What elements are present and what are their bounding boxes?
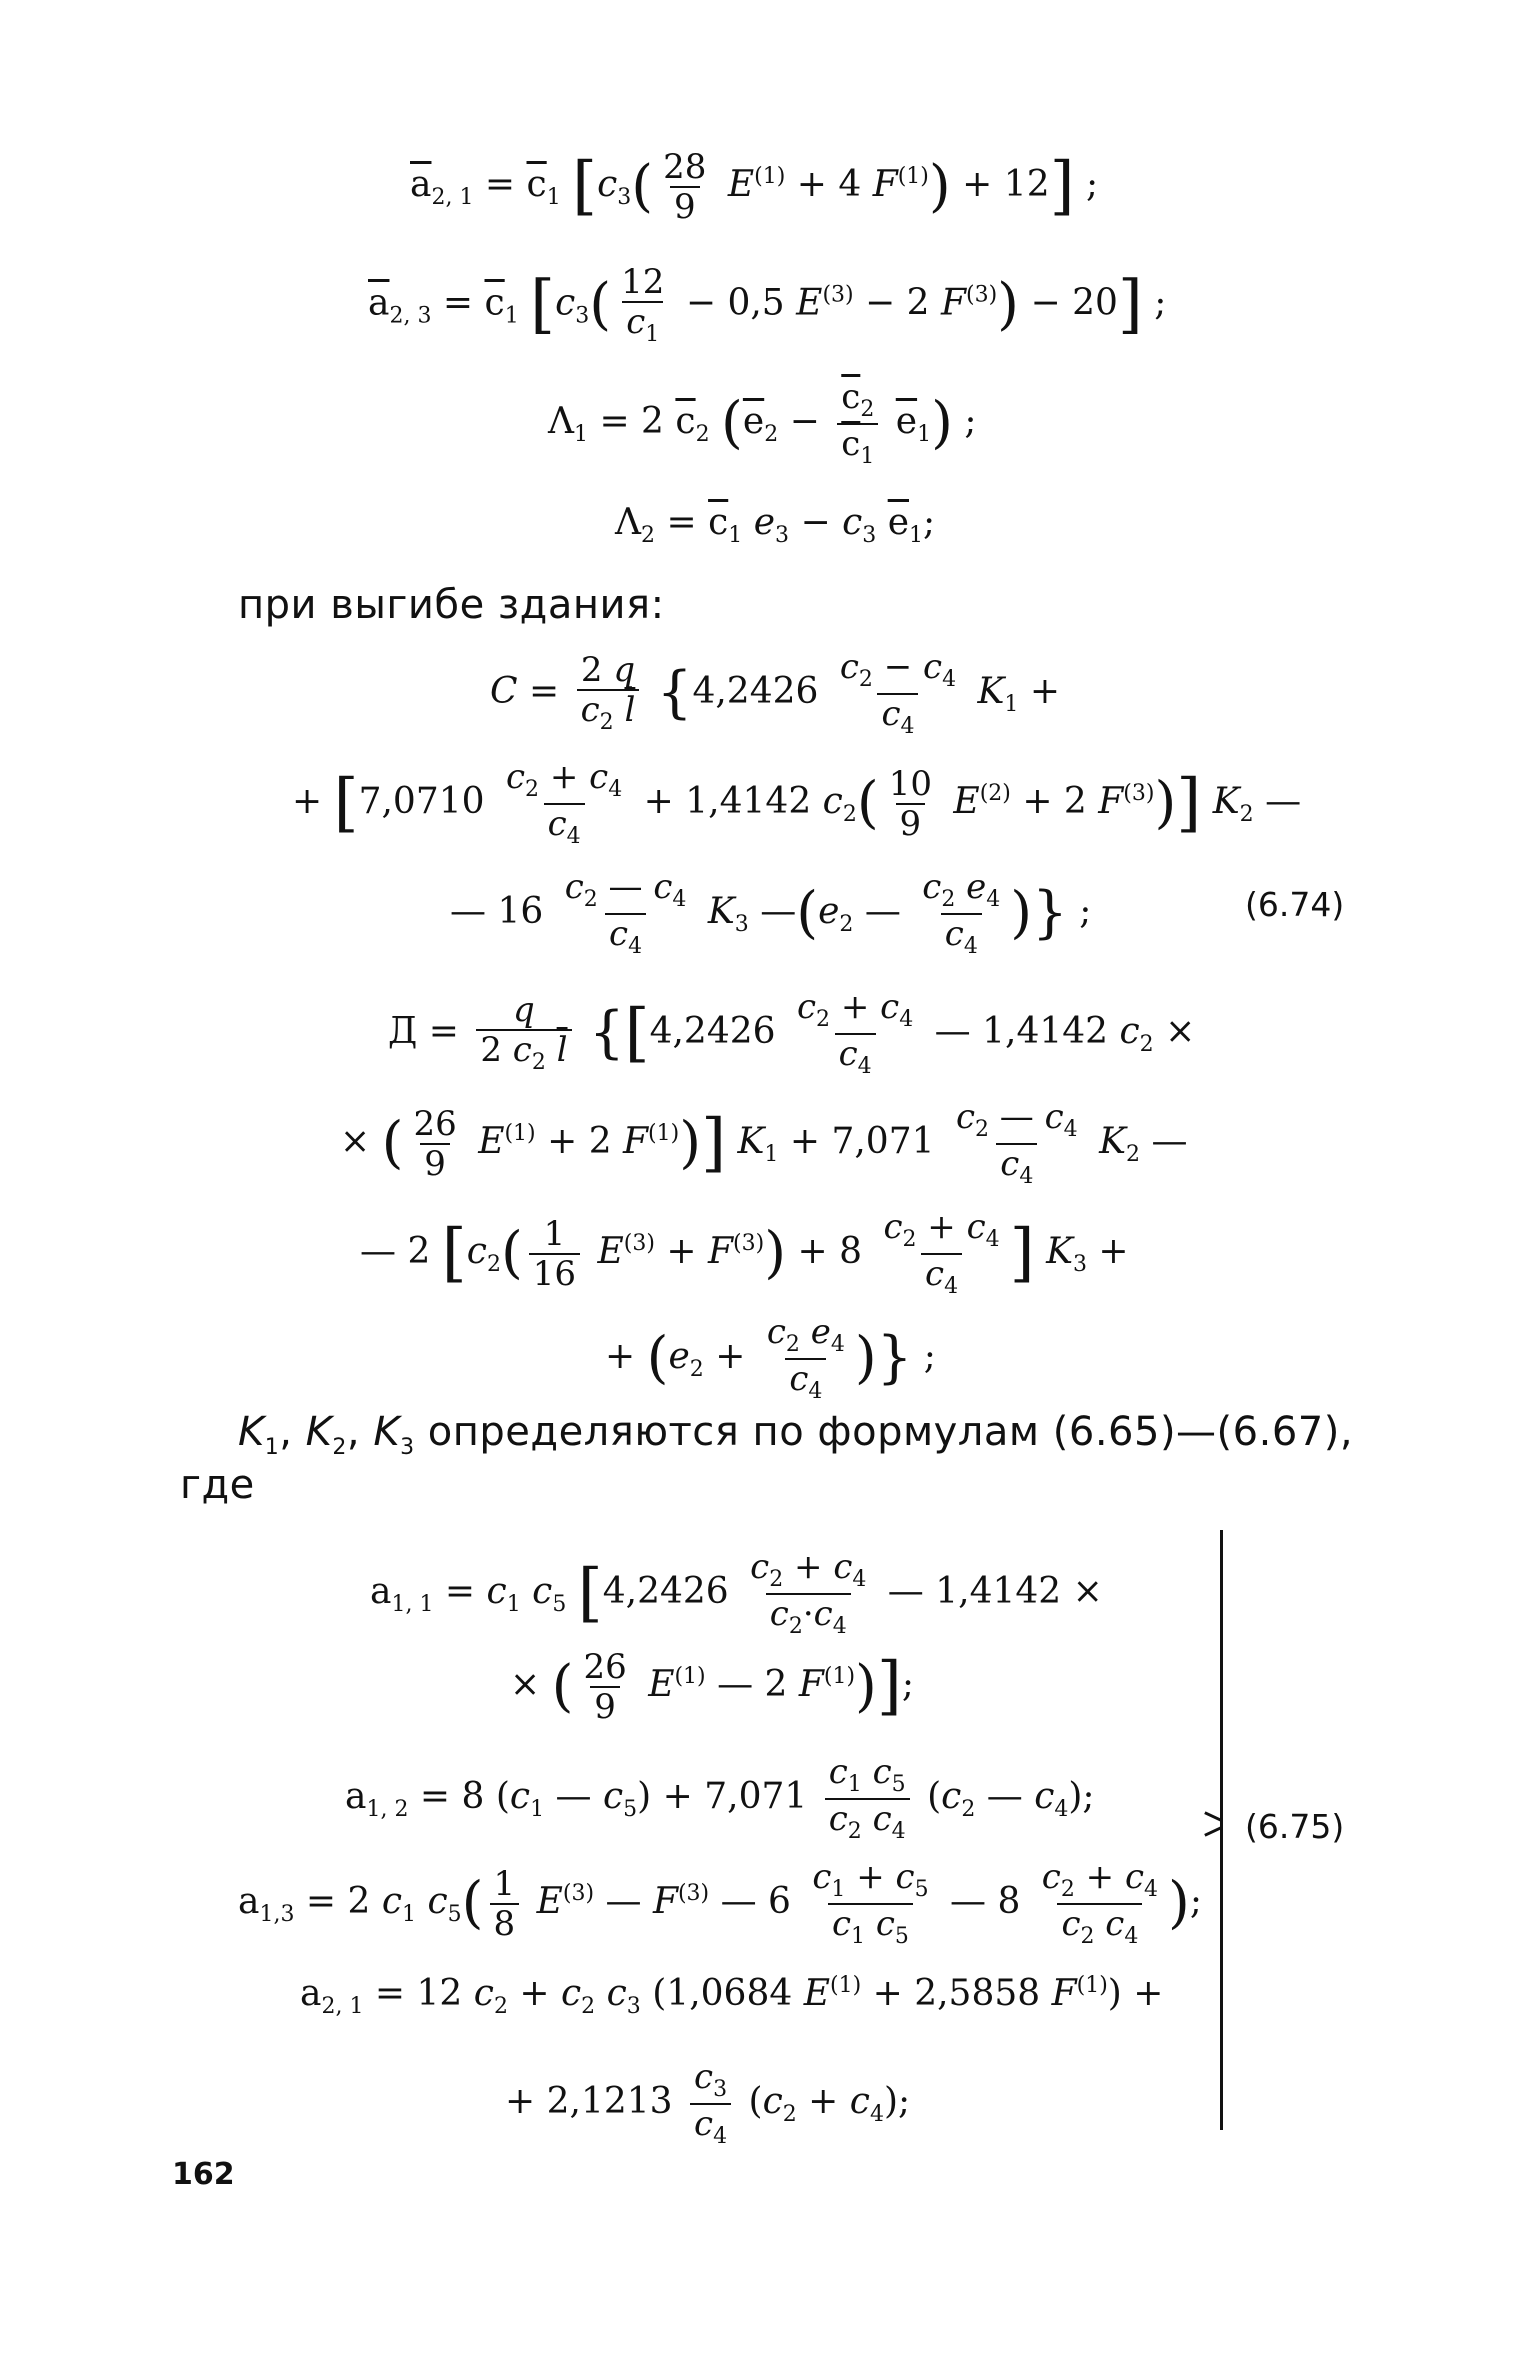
equation-a13: $a_{1,3} = 2$ $c_1$ $c_5$( $\frac{1}{8}$ $E^{(3)}$ — $F^{(3)}$ — 6 $\frac{c_1 + c_5}{c_1 c_5}$ — 8 $\frac{c_2 + c_4}{c_2 c_4}$ ); <box>238 1857 1202 1949</box>
equation-a21: $\overline{a}_{2, 1} = \overline{c}_1$ [$c_3$( $\frac{28}{9}$ $E^{(1)} + 4$ $F^{(1)}) + 12$] ; <box>410 147 1099 227</box>
equation-C-line1: C = $\frac{2 q}{c_2 \overline{l}}$ {4,2426 $\frac{c_2 - c_4}{c_4}$ $K_1$ + <box>490 647 1061 739</box>
equation-D-line4: + ($e_2$ + $\frac{c_2 e_4}{c_4}$ )} ; <box>605 1312 936 1404</box>
text-K-formulas: $K_1$, $K_2$, $K_3$ определяются по формулам (6.65)—(6.67), <box>238 1409 1354 1460</box>
equation-a11-line2: × ( $\frac{26}{9}$ $E^{(1)}$ — 2 $F^{(1)}$)]; <box>510 1647 914 1727</box>
equation-lambda2: $\Lambda_2 = \overline{c}_1$ $e_3 - c_3$ $\overline{e}_1$; <box>615 502 936 549</box>
equation-a23: $\overline{a}_{2, 3} = \overline{c}_1$ [$c_3$( $\frac{12}{c_1}$ − 0,5 $E^{(3)} - 2$ $F^{(3)}) - 20$] ; <box>368 262 1167 347</box>
equation-D-line3: — 2 [$c_2$( $\frac{1}{16}$ $E^{(3)} + F^{(3)}) + 8$ $\frac{c_2 + c_4}{c_4}$ ] $K_3$ + <box>360 1207 1129 1299</box>
equation-number-6-75: (6.75) <box>1245 1807 1345 1846</box>
equation-a11-line1: $a_{1, 1} = c_1$ $c_5$ [4,2426 $\frac{c_2 + c_4}{c_2\cdot c_4}$ — 1,4142 × <box>370 1547 1103 1639</box>
equation-number-6-74: (6.74) <box>1245 885 1345 924</box>
equation-D-line1: Д = $\frac{q}{2 c_2 \overline{l}}$ {[4,2426 $\frac{c_2 + c_4}{c_4}$ — 1,4142 $c_2$ × <box>388 987 1196 1079</box>
page-number: 162 <box>172 2157 235 2192</box>
equation-a12: $a_{1, 2} = 8$ ($c_1$ — $c_5) + 7,071$ $\frac{c_1 c_5}{c_2 c_4}$ ($c_2$ — $c_4$); <box>345 1752 1095 1844</box>
text-bending: при выгибе здания: <box>238 582 665 628</box>
equation-a21b-line2: + 2,1213 $\frac{c_3}{c_4}$ $(c_2 + c_4)$; <box>505 2057 911 2149</box>
equation-D-line2: × ( $\frac{26}{9}$ $E^{(1)} + 2$ $F^{(1)}$)] $K_1 + 7,071$ $\frac{c_2 — c_4}{c_4}$ $K_2$ — <box>340 1097 1188 1189</box>
equation-C-line3: — 16 $\frac{c_2 — c_4}{c_4}$ $K_3$ $—(e_2$ — $\frac{c_2 e_4}{c_4}$ )} ; <box>450 867 1092 959</box>
system-brace <box>1220 1530 1223 2130</box>
equation-a21b-line1: $a_{2, 1} = 12$ $c_2 + c_2$ $c_3$ (1,0684 $E^{(1)} + 2,5858$ $F^{(1)}$) + <box>300 1973 1164 2020</box>
text-gde: где <box>180 1462 255 1508</box>
equation-C-line2: + [7,0710 $\frac{c_2 + c_4}{c_4}$ + 1,4142 $c_2$( $\frac{10}{9}$ $E^{(2)} + 2$ $F^{(3)}$)] $K_2$ — <box>292 757 1302 849</box>
equation-lambda1: $\Lambda_1 = 2$ $\overline{c}_2$ ($\overline{e}_2$ − $\frac{\overline{c}_2}{\overline{c}_1}$ $\overline{e}_1$) ; <box>548 377 977 469</box>
